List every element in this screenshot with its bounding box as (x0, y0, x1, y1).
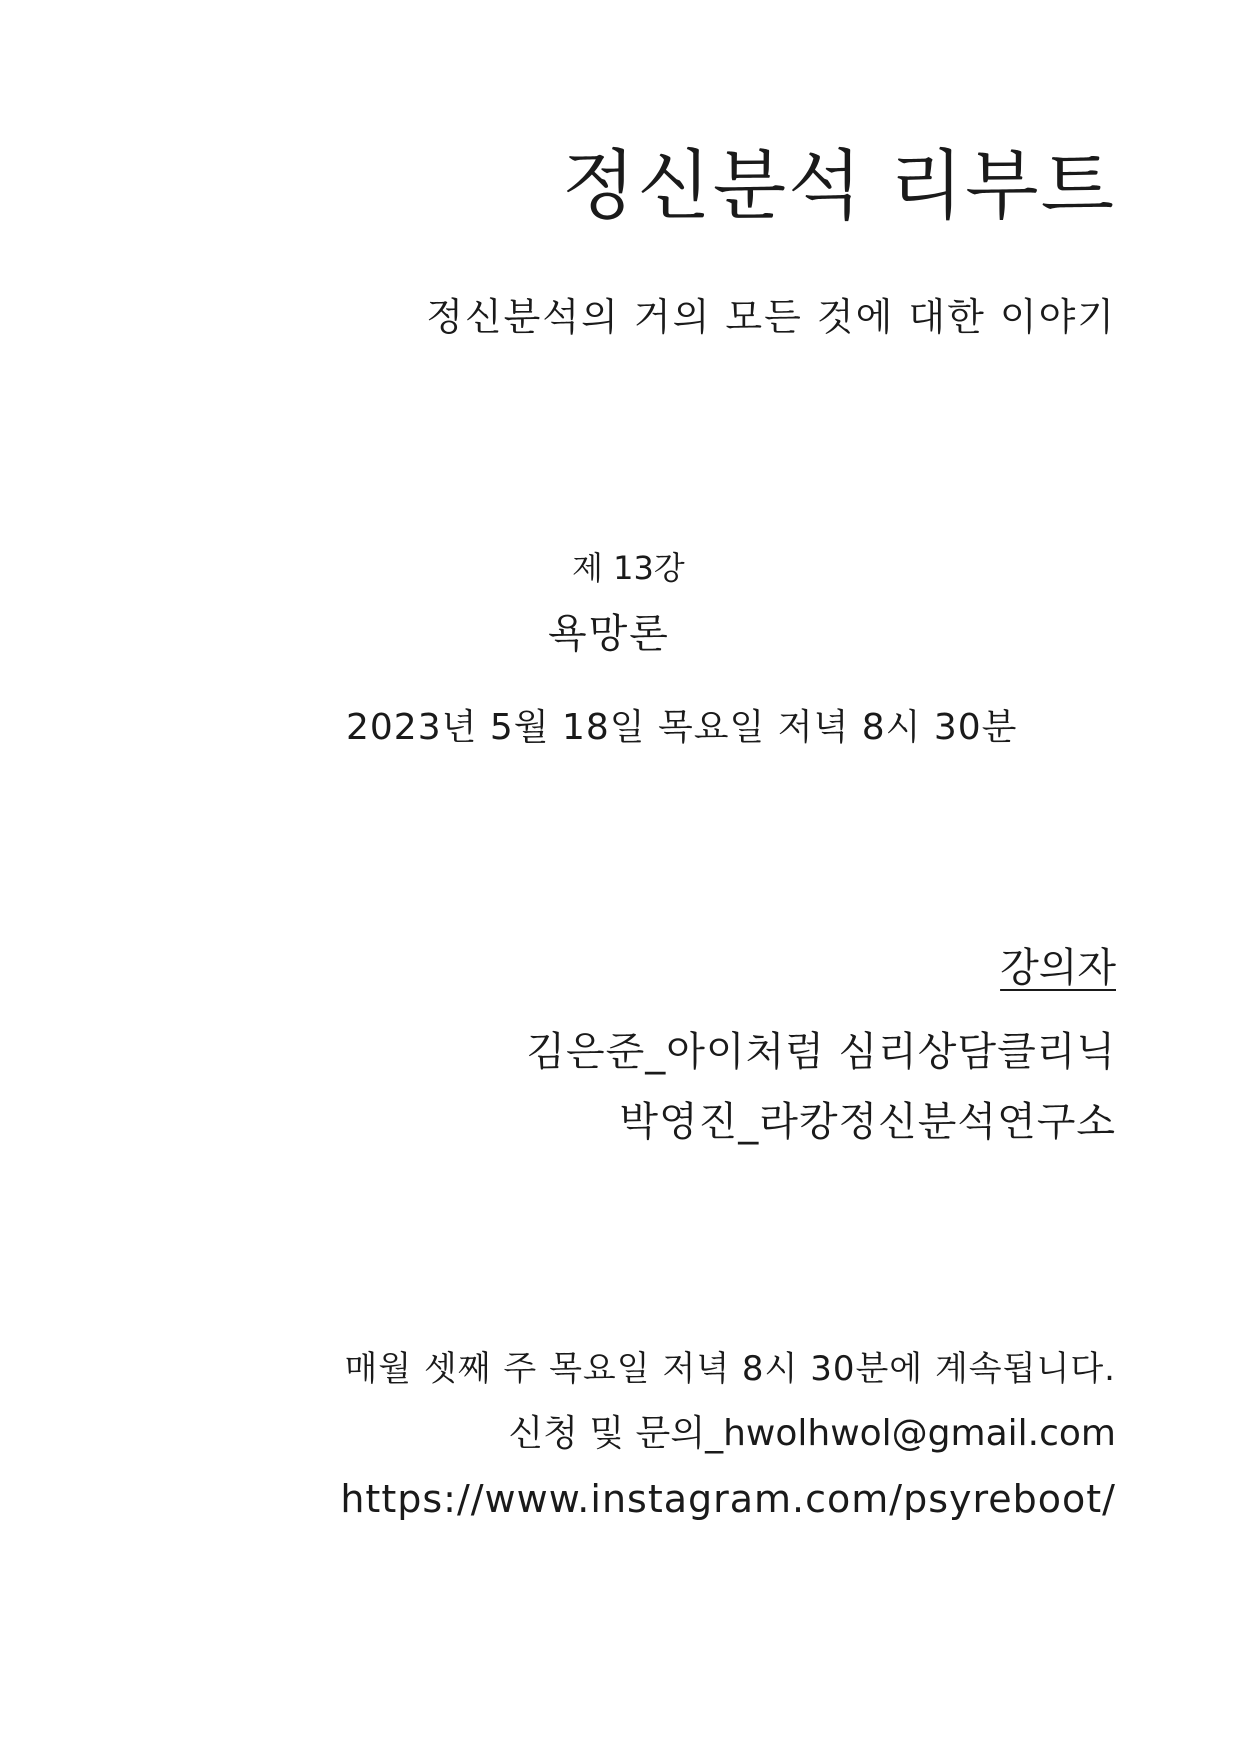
lecture-topic: 욕망론 (548, 611, 670, 657)
lecture-datetime: 2023년 5월 18일 목요일 저녁 8시 30분 (346, 707, 1018, 748)
contact-info: 신청 및 문의_hwolhwol@gmail.com (508, 1413, 1116, 1454)
lecturer-item: 박영진_라캉정신분석연구소 (619, 1099, 1116, 1145)
lecture-number: 제 13강 (572, 549, 685, 587)
page-title: 정신분석 리부트 (561, 141, 1116, 230)
schedule-note: 매월 셋째 주 목요일 저녁 8시 30분에 계속됩니다. (344, 1349, 1116, 1389)
lecturer-heading: 강의자 (1000, 945, 1116, 991)
lecturer-item: 김은준_아이처럼 심리상담클리닉 (526, 1029, 1116, 1075)
instagram-link[interactable]: https://www.instagram.com/psyreboot/ (340, 1477, 1116, 1521)
page-subtitle: 정신분석의 거의 모든 것에 대한 이야기 (426, 295, 1116, 339)
